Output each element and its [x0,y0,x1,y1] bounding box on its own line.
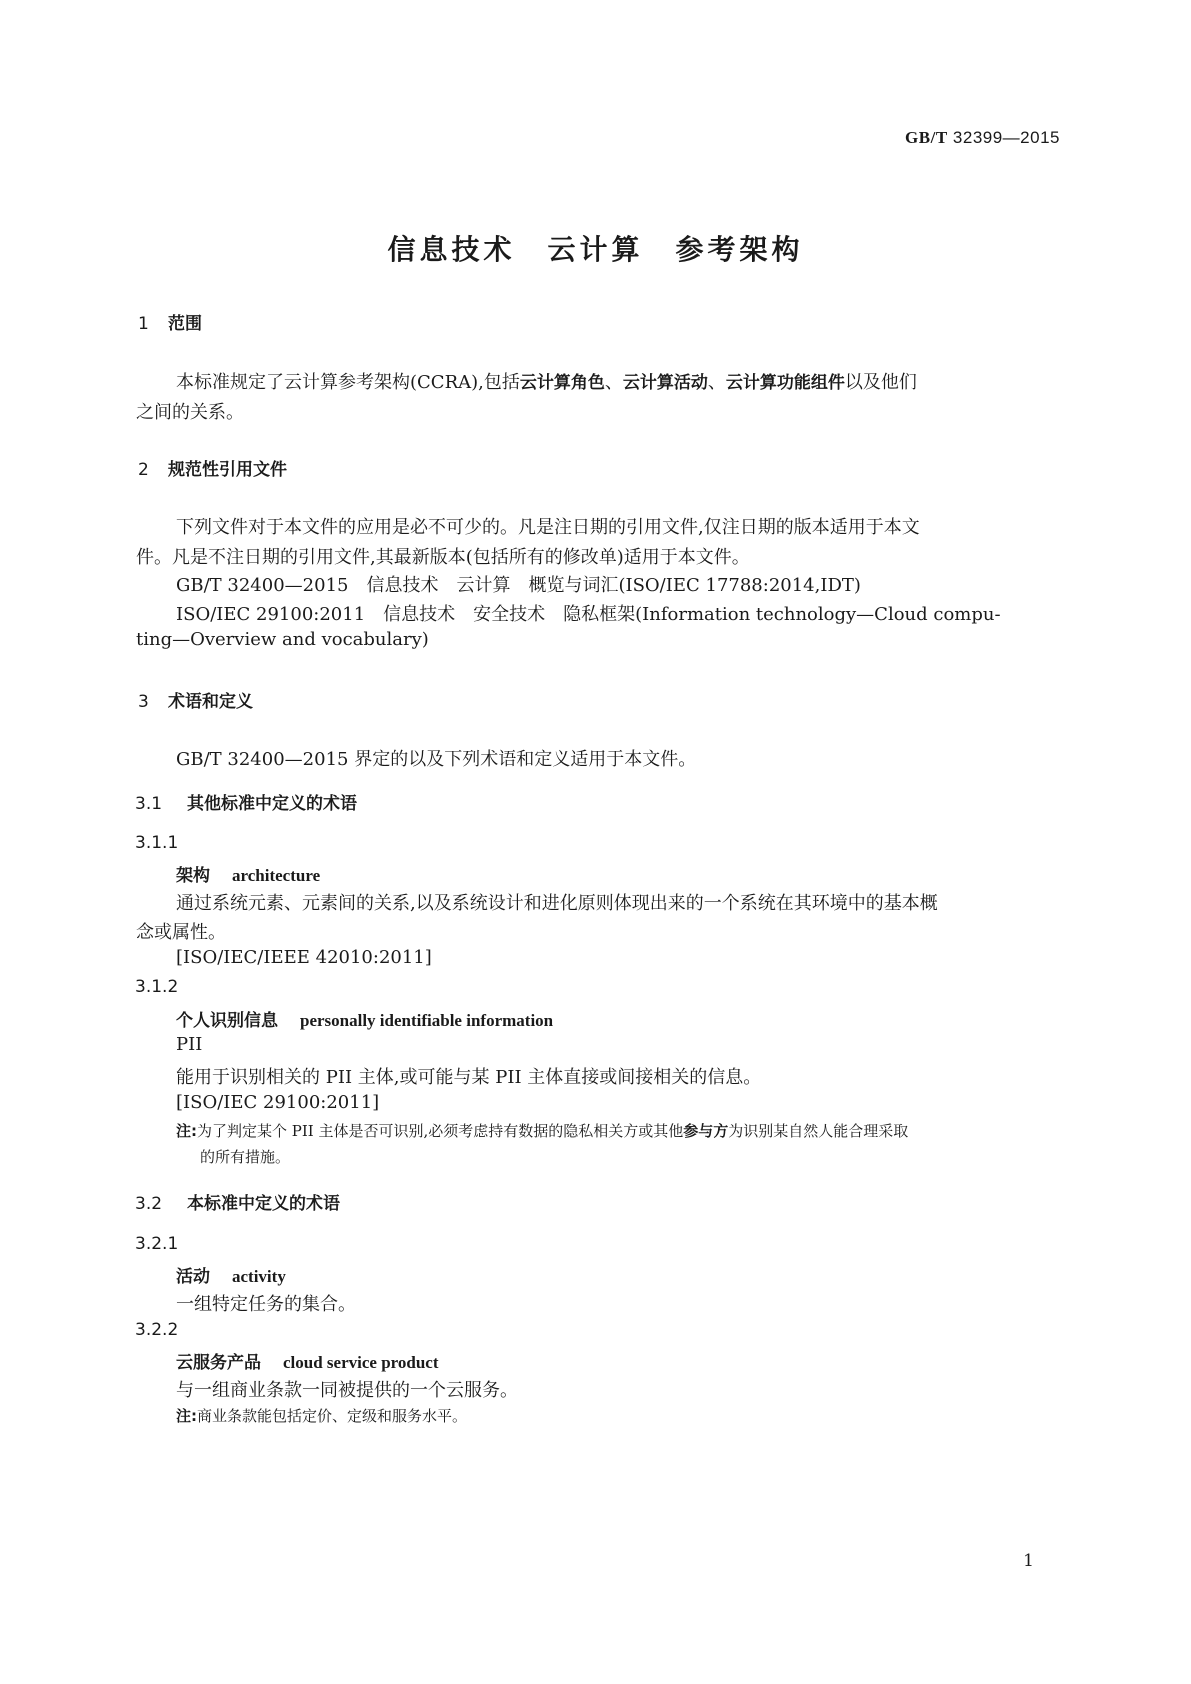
term-note-continued: 的所有措施。 [200,1148,291,1166]
term-note: 注:商业条款能包括定价、定级和服务水平。 [176,1407,468,1425]
refs-paragraph-line1: 下列文件对于本文件的应用是必不可少的。凡是注日期的引用文件,仅注日期的版本适用于本文 [176,517,920,538]
scope-paragraph-line2: 之间的关系。 [136,402,244,423]
page-number: 1 [1023,1551,1034,1571]
term-number: 3.2.1 [135,1234,179,1254]
term-definition: 通过系统元素、元素间的关系,以及系统设计和进化原则体现出来的一个系统在其环境中的基本概 [176,893,938,914]
reference-item: GB/T 32400—2015 信息技术 云计算 概览与词汇(ISO/IEC 17788:2014,IDT) [176,575,861,596]
term-definition: 一组特定任务的集合。 [176,1294,356,1315]
term-definition-continued: 念或属性。 [136,922,226,943]
term-title: 架构 architecture [176,866,321,886]
term-number: 3.1.2 [135,977,179,997]
term-source: [ISO/IEC 29100:2011] [176,1092,380,1113]
term-title: 云服务产品 cloud service product [176,1353,439,1373]
term-definition: 能用于识别相关的 PII 主体,或可能与某 PII 主体直接或间接相关的信息。 [176,1067,762,1088]
document-title: 信息技术 云计算 参考架构 [387,233,804,266]
section-3-heading: 3 术语和定义 [138,692,253,712]
term-number: 3.1.1 [135,833,179,853]
refs-paragraph-line2: 件。凡是不注日期的引用文件,其最新版本(包括所有的修改单)适用于本文件。 [136,547,750,568]
term-title: 个人识别信息 personally identifiable information [176,1011,554,1031]
section-2-heading: 2 规范性引用文件 [138,460,287,480]
term-number: 3.2.2 [135,1320,179,1340]
term-title: 活动 activity [176,1267,286,1287]
section-1-heading: 1 范围 [138,314,202,334]
reference-item-continued: ting—Overview and vocabulary) [136,629,429,650]
term-abbreviation: PII [176,1034,203,1055]
reference-item: ISO/IEC 29100:2011 信息技术 安全技术 隐私框架(Information technology—Cloud compu- [176,604,1001,625]
term-note: 注:为了判定某个 PII 主体是否可识别,必须考虑持有数据的隐私相关方或其他参与方为识别某自然人能合理采取 [176,1122,909,1140]
scope-paragraph-line1: 本标准规定了云计算参考架构(CCRA),包括云计算角色、云计算活动、云计算功能组件以及他们 [176,372,917,393]
section-3-2-heading: 3.2 本标准中定义的术语 [135,1194,340,1214]
term-definition: 与一组商业条款一同被提供的一个云服务。 [176,1380,518,1401]
term-source: [ISO/IEC/IEEE 42010:2011] [176,947,432,968]
terms-intro: GB/T 32400—2015 界定的以及下列术语和定义适用于本文件。 [176,749,697,770]
section-3-1-heading: 3.1 其他标准中定义的术语 [135,794,357,814]
standard-code: GB/T 32399—2015 [905,128,1060,147]
